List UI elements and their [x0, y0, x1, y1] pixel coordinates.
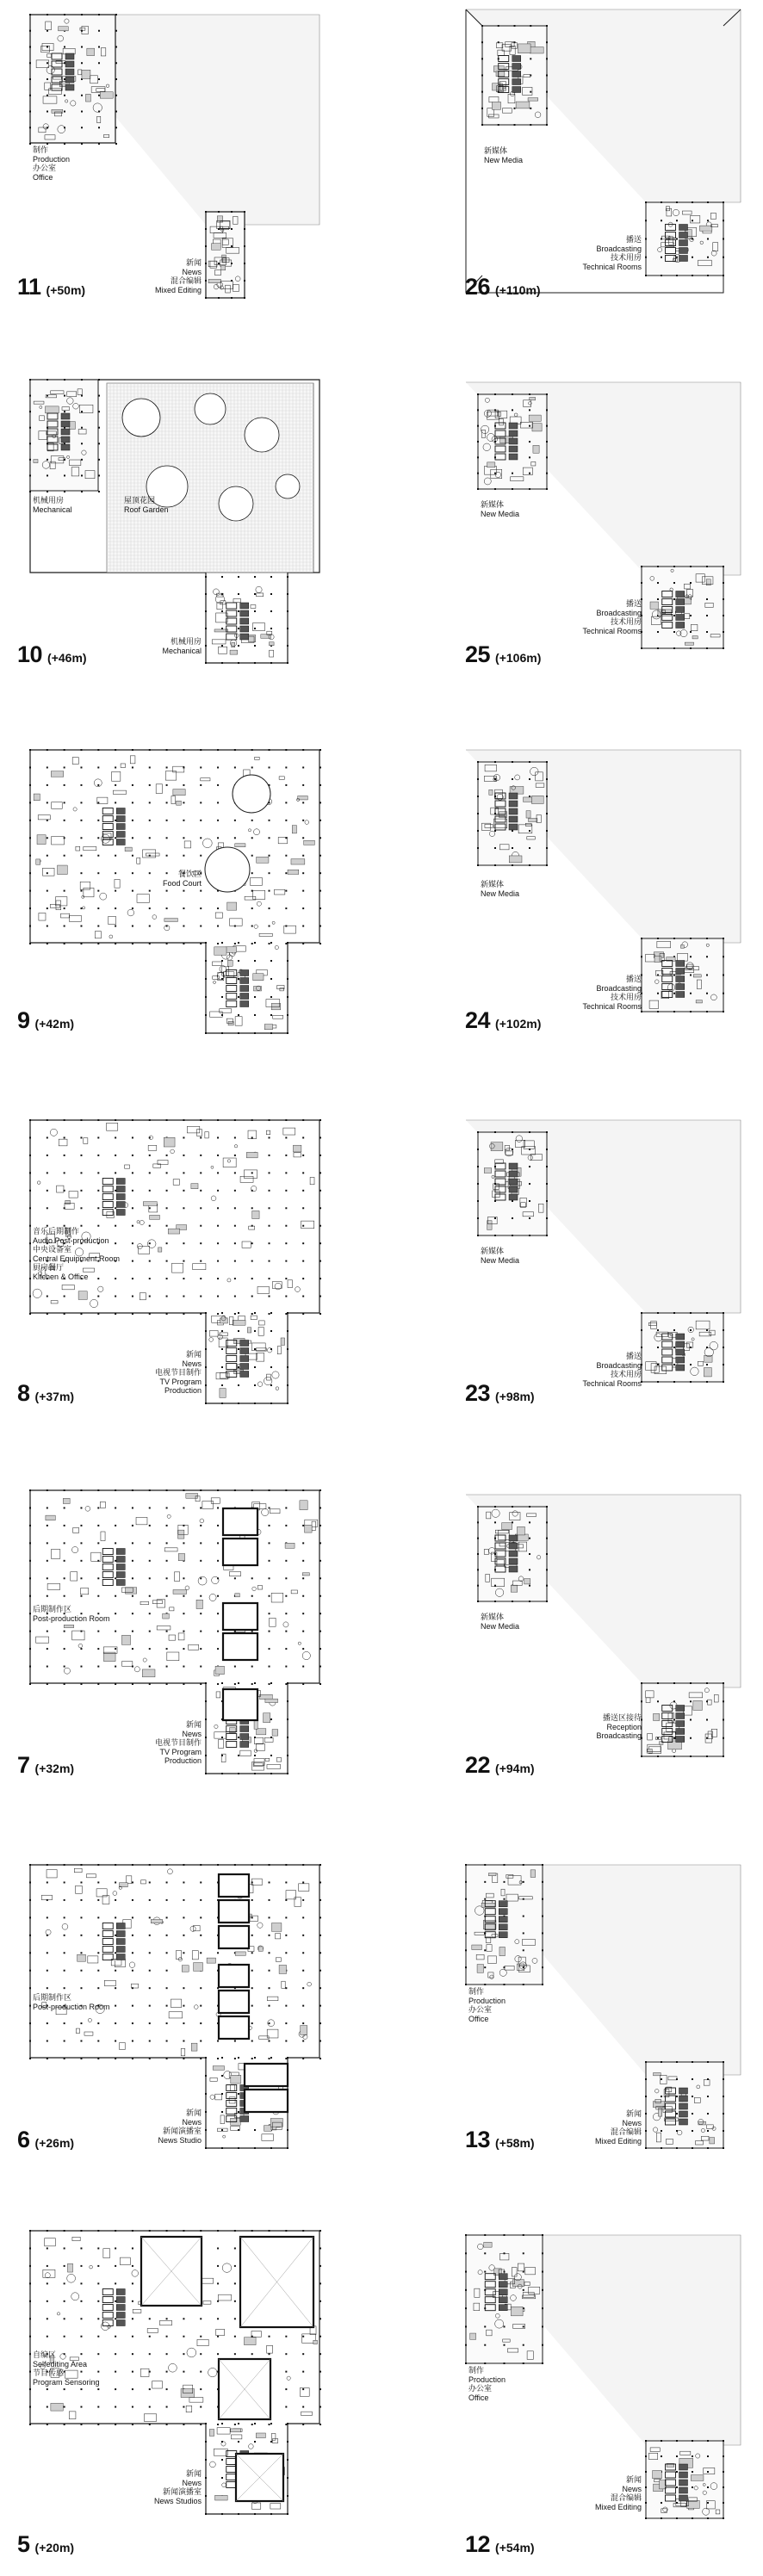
- label-new-media-22: 新媒体 New Media: [481, 1613, 520, 1631]
- level-label-8: 8 (+37m): [17, 1380, 75, 1406]
- label-selfediting-area: 自编区 Selfediting Area 节目传感 Program Sensoring: [33, 2350, 100, 2387]
- level-label-9: 9 (+42m): [17, 1007, 75, 1033]
- level-label-10: 10 (+46m): [17, 641, 87, 667]
- label-new-media-26: 新媒体 New Media: [484, 146, 524, 164]
- floor-plan-7: [29, 1489, 322, 1774]
- label-news-studios-5: 新闻 News 新闻演播室 News Studios: [153, 2469, 202, 2505]
- floor-plan-11: [29, 14, 322, 298]
- label-broadcasting-25: 播送 Broadcasting 技术用房 Technical Rooms: [582, 599, 642, 635]
- level-label-26: 26 (+110m): [465, 274, 541, 300]
- floor-plan-8: [29, 1119, 322, 1403]
- label-new-media-24: 新媒体 New Media: [481, 880, 520, 898]
- label-broadcasting-26: 播送 Broadcasting 技术用房 Technical Rooms: [582, 235, 642, 271]
- label-post-production-room: 后期制作区 Post-production Room: [33, 1605, 110, 1623]
- floor-plan-6: [29, 1864, 322, 2148]
- level-label-23: 23 (+98m): [465, 1380, 535, 1406]
- label-production-office: 制作 Production 办公室 Office: [33, 146, 71, 182]
- label-news-mixed-editing: 新闻 News 混合编辑 Mixed Editing: [154, 258, 202, 294]
- floor-plan-26: [465, 9, 758, 293]
- label-broadcasting-24: 播送 Broadcasting 技术用房 Technical Rooms: [582, 975, 642, 1011]
- label-news-mixed-editing-12: 新闻 News 混合编辑 Mixed Editing: [594, 2475, 642, 2511]
- level-label-12: 12 (+54m): [465, 2531, 535, 2557]
- floor-plan-12: [465, 2234, 758, 2518]
- label-mechanical-1: 机械用房 Mechanical: [33, 496, 72, 514]
- label-post-production-room-6: 后期制作区 Post-production Room: [33, 1993, 110, 2011]
- label-news-mixed-editing-13: 新闻 News 混合编辑 Mixed Editing: [594, 2109, 642, 2146]
- label-production-office-13: 制作 Production 办公室 Office: [468, 1987, 506, 2023]
- floor-plan-24: [465, 749, 758, 1033]
- level-label-22: 22 (+94m): [465, 1752, 535, 1778]
- level-label-6: 6 (+26m): [17, 2127, 75, 2152]
- level-label-13: 13 (+58m): [465, 2127, 535, 2152]
- level-label-24: 24 (+102m): [465, 1007, 542, 1033]
- label-new-media-25: 新媒体 New Media: [481, 500, 520, 518]
- level-label-25: 25 (+106m): [465, 641, 542, 667]
- label-reception-broadcasting: 播送区接待 Reception Broadcasting: [596, 1713, 642, 1740]
- label-production-office-12: 制作 Production 办公室 Office: [468, 2366, 506, 2402]
- floor-plan-22: [465, 1494, 758, 1778]
- floor-10-plan-drawing: [29, 379, 322, 663]
- floor-plan-25: [465, 381, 758, 666]
- floor-plan-10: [29, 379, 322, 663]
- floor-plan-9: [29, 749, 322, 1033]
- label-new-media-23: 新媒体 New Media: [481, 1247, 520, 1265]
- floor-13-plan-drawing: [465, 1864, 758, 2148]
- floor-plan-5: [29, 2230, 322, 2514]
- label-news-tv-program-7: 新闻 News 电视节目制作 TV Program Production: [154, 1720, 202, 1765]
- label-mechanical-2: 机械用房 Mechanical: [162, 637, 202, 655]
- label-audio-post-production: 音乐后期制作 Audio Post-production 中央设备室 Central Equipment Room 厨房餐厅 Kitchen & Office: [33, 1227, 121, 1281]
- level-label-7: 7 (+32m): [17, 1752, 75, 1778]
- floor-9-plan-drawing: [29, 749, 322, 1033]
- label-news-studio-6: 新闻 News 新闻演播室 News Studio: [158, 2108, 202, 2145]
- label-food-court: 餐饮区 Food Court: [162, 870, 202, 888]
- label-news-tv-program: 新闻 News 电视节目制作 TV Program Production: [154, 1350, 202, 1395]
- label-roof-garden: 屋顶花园 Roof Garden: [124, 496, 169, 514]
- floor-11-plan-drawing: [29, 14, 322, 298]
- floor-plan-13: [465, 1864, 758, 2148]
- level-label-5: 5 (+20m): [17, 2531, 75, 2557]
- level-label-11: 11 (+50m): [17, 274, 86, 300]
- label-broadcasting-23: 播送 Broadcasting 技术用房 Technical Rooms: [582, 1352, 642, 1388]
- floor-plan-23: [465, 1119, 758, 1403]
